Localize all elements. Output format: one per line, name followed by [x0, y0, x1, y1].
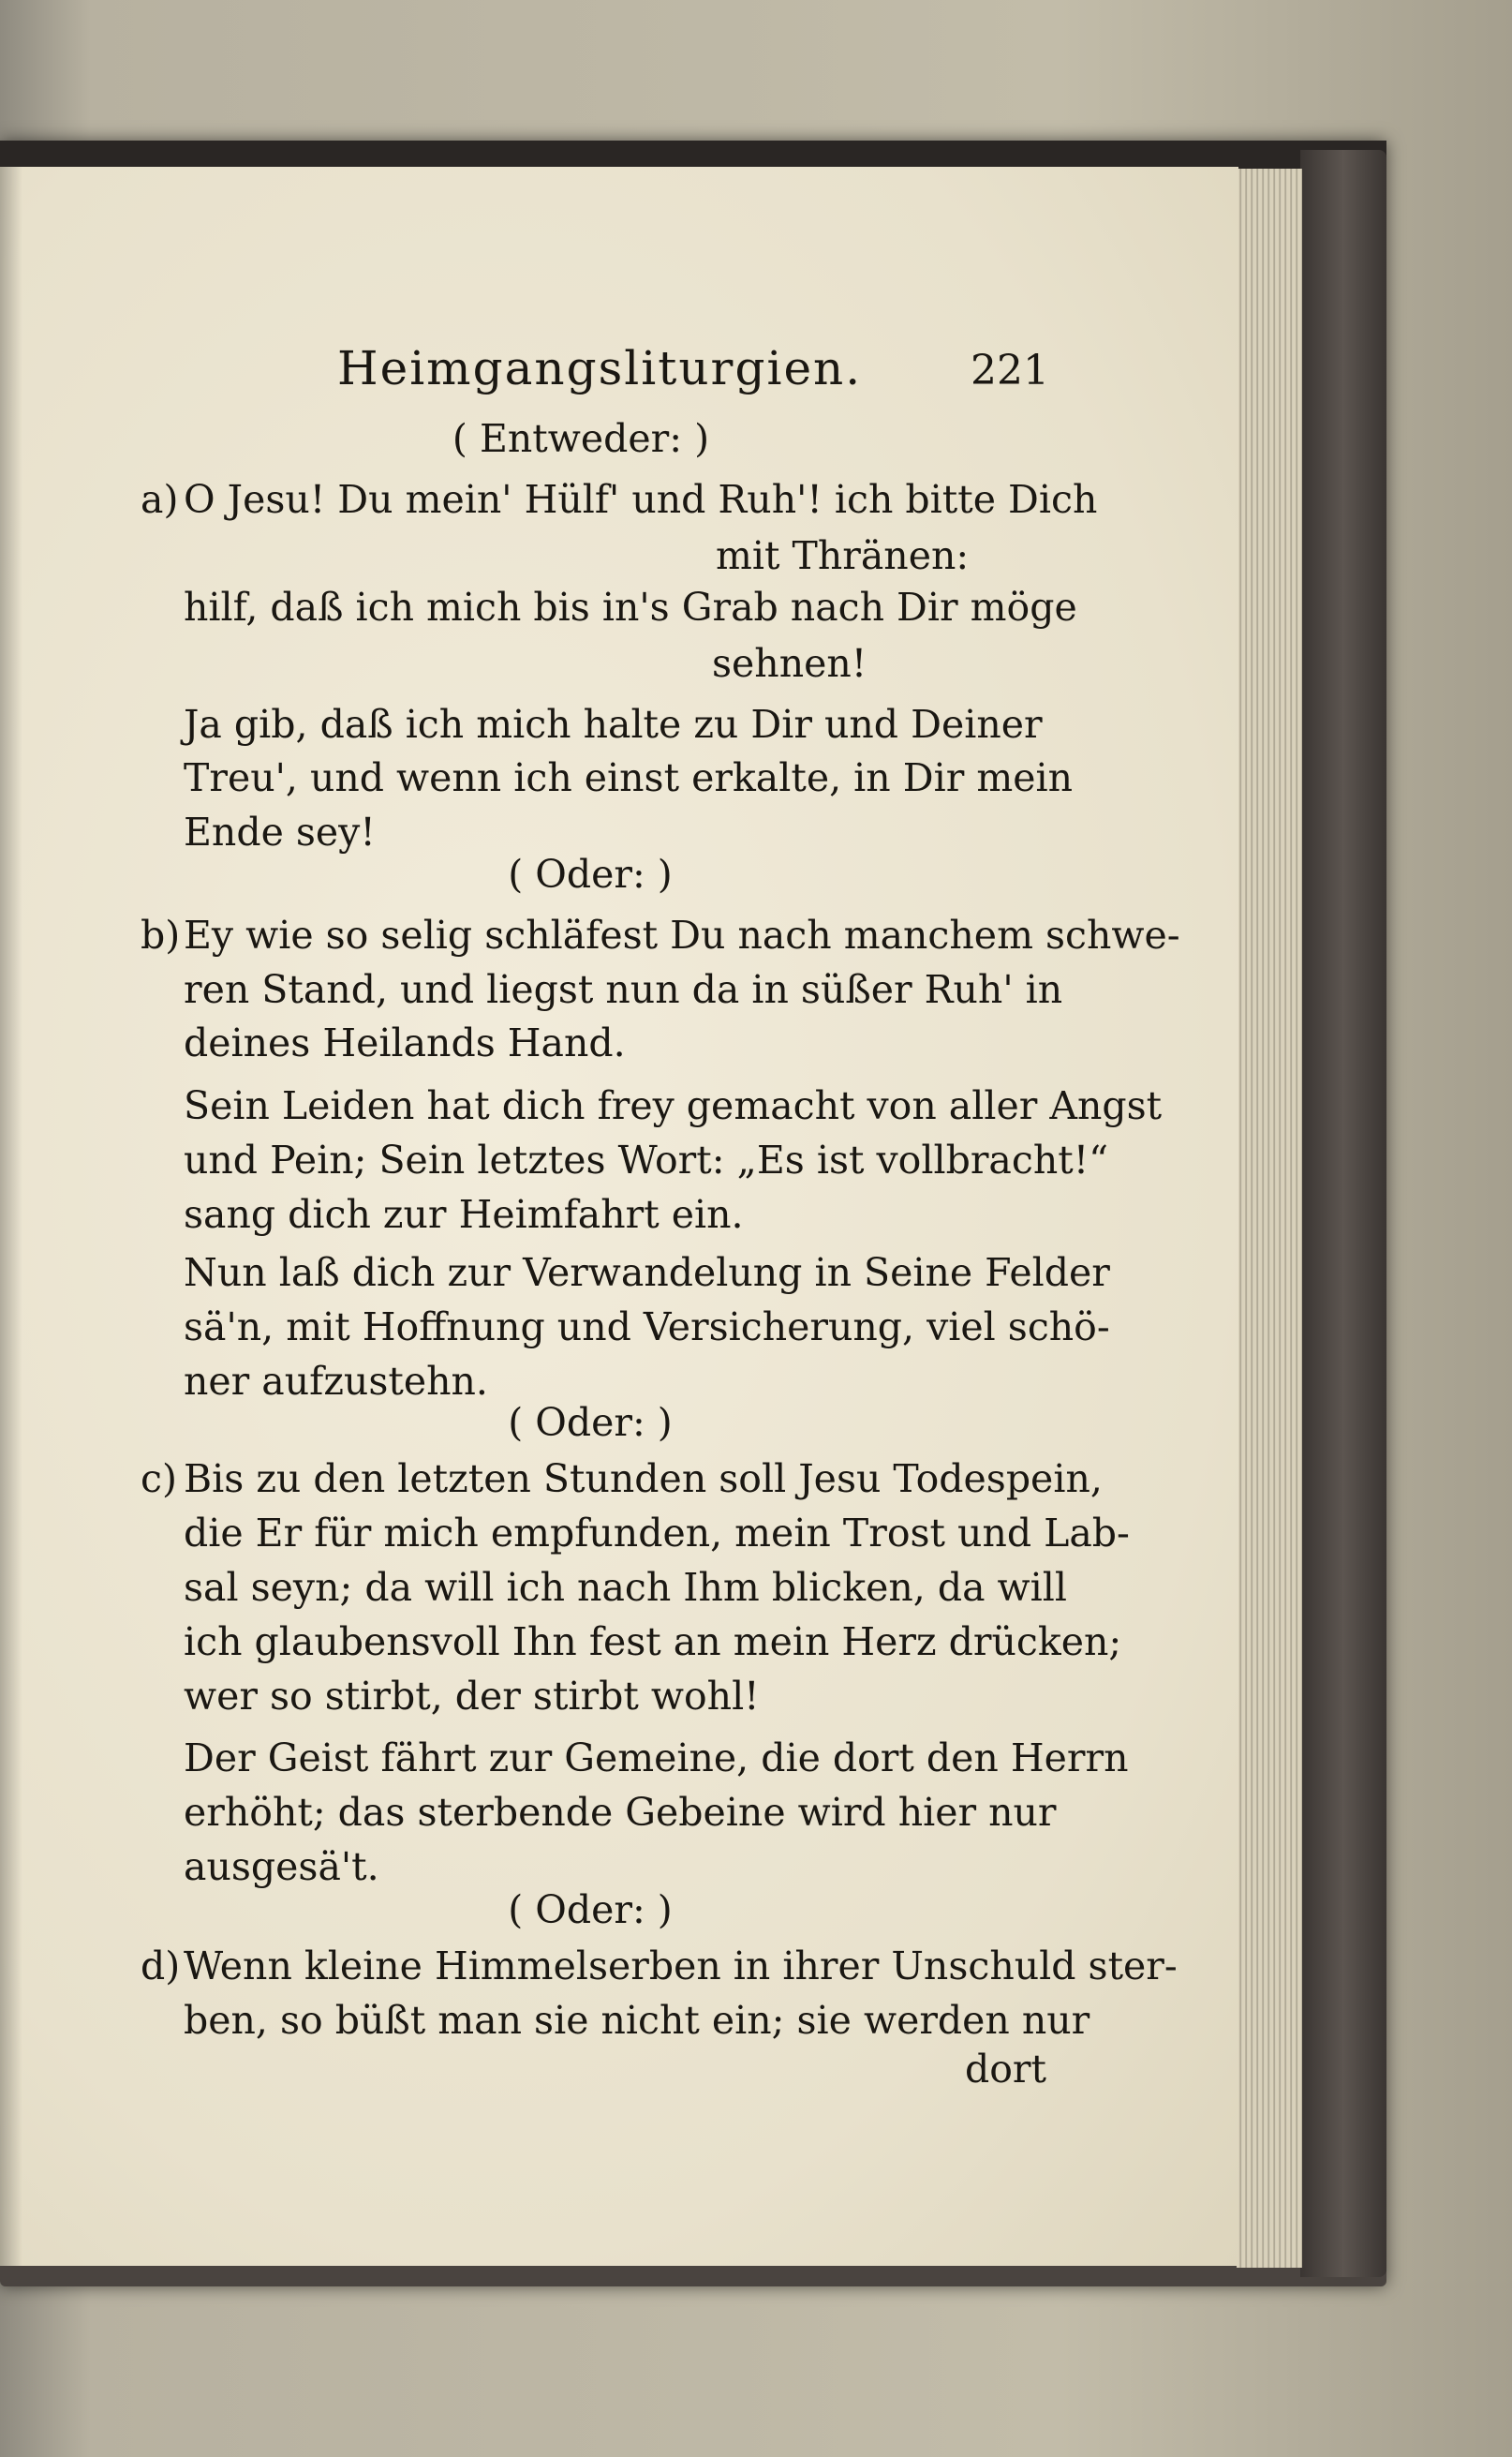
verse-marker-b: b) [141, 913, 181, 958]
book-cover-top-edge [0, 141, 1386, 169]
book-page [0, 167, 1238, 2266]
verse-marker-c: c) [141, 1456, 177, 1501]
verse-c2-line-1: Der Geist fährt zur Gemeine, die dort den Herrn [184, 1735, 1129, 1780]
page-header [337, 341, 1049, 407]
verse-b-line-2: ren Stand, und liegst nun da in süßer Ruh' in [184, 967, 1063, 1012]
verse-d-line-1: Wenn kleine Himmelserben in ihrer Unschuld ster- [184, 1943, 1178, 1988]
verse-a-line-2: mit Thränen: [716, 533, 970, 578]
verse-a-line-3: hilf, daß ich mich bis in's Grab nach Dir möge [184, 585, 1077, 630]
verse-c2-line-3: ausgesä't. [184, 1844, 379, 1889]
verse-a2-line-2: Treu', und wenn ich einst erkalte, in Dir mein [184, 755, 1073, 800]
verse-a-line-1: O Jesu! Du mein' Hülf' und Ruh'! ich bitte Dich [184, 477, 1098, 522]
verse-marker-a: a) [141, 477, 179, 522]
verse-a2-line-3: Ende sey! [184, 810, 376, 855]
verse-b3-line-3: ner aufzustehn. [184, 1359, 488, 1404]
option-heading-oder-2: ( Oder: ) [508, 1400, 673, 1445]
verse-c2-line-2: erhöht; das sterbende Gebeine wird hier nur [184, 1790, 1057, 1835]
verse-c-line-4: ich glaubensvoll Ihn fest an mein Herz drücken; [184, 1619, 1122, 1664]
option-heading-entweder: ( Entweder: ) [452, 416, 710, 461]
page-gutter-shadow [0, 167, 22, 2266]
page-edges [1237, 169, 1302, 2268]
verse-c-line-5: wer so stirbt, der stirbt wohl! [184, 1674, 760, 1719]
verse-c-line-3: sal seyn; da will ich nach Ihm blicken, da will [184, 1565, 1067, 1610]
verse-a-line-4: sehnen! [712, 641, 867, 686]
verse-marker-d: d) [141, 1943, 181, 1988]
option-heading-oder-1: ( Oder: ) [508, 852, 673, 897]
verse-c-line-1: Bis zu den letzten Stunden soll Jesu Todespein, [184, 1456, 1103, 1501]
verse-b2-line-3: sang dich zur Heimfahrt ein. [184, 1192, 744, 1237]
book-cover-fore-edge [1300, 150, 1386, 2277]
option-heading-oder-3: ( Oder: ) [508, 1887, 673, 1932]
verse-d-line-2: ben, so büßt man sie nicht ein; sie werden nur [184, 1998, 1090, 2043]
verse-b2-line-2: und Pein; Sein letztes Wort: „Es ist vollbracht!“ [184, 1138, 1109, 1183]
verse-b3-line-1: Nun laß dich zur Verwandelung in Seine Felder [184, 1250, 1110, 1295]
verse-b3-line-2: sä'n, mit Hoffnung und Versicherung, viel schö- [184, 1304, 1110, 1349]
verse-b-line-1: Ey wie so selig schläfest Du nach manchem schwe- [184, 913, 1180, 958]
verse-b-line-3: deines Heilands Hand. [184, 1020, 626, 1065]
verse-c-line-2: die Er für mich empfunden, mein Trost und Lab- [184, 1511, 1130, 1556]
verse-a2-line-1: Ja gib, daß ich mich halte zu Dir und Deiner [184, 702, 1043, 747]
catchword: dort [965, 2047, 1047, 2092]
page-number: 221 [971, 347, 1049, 395]
running-title: Heimgangsliturgien. [337, 341, 863, 395]
verse-b2-line-1: Sein Leiden hat dich frey gemacht von aller Angst [184, 1083, 1163, 1128]
